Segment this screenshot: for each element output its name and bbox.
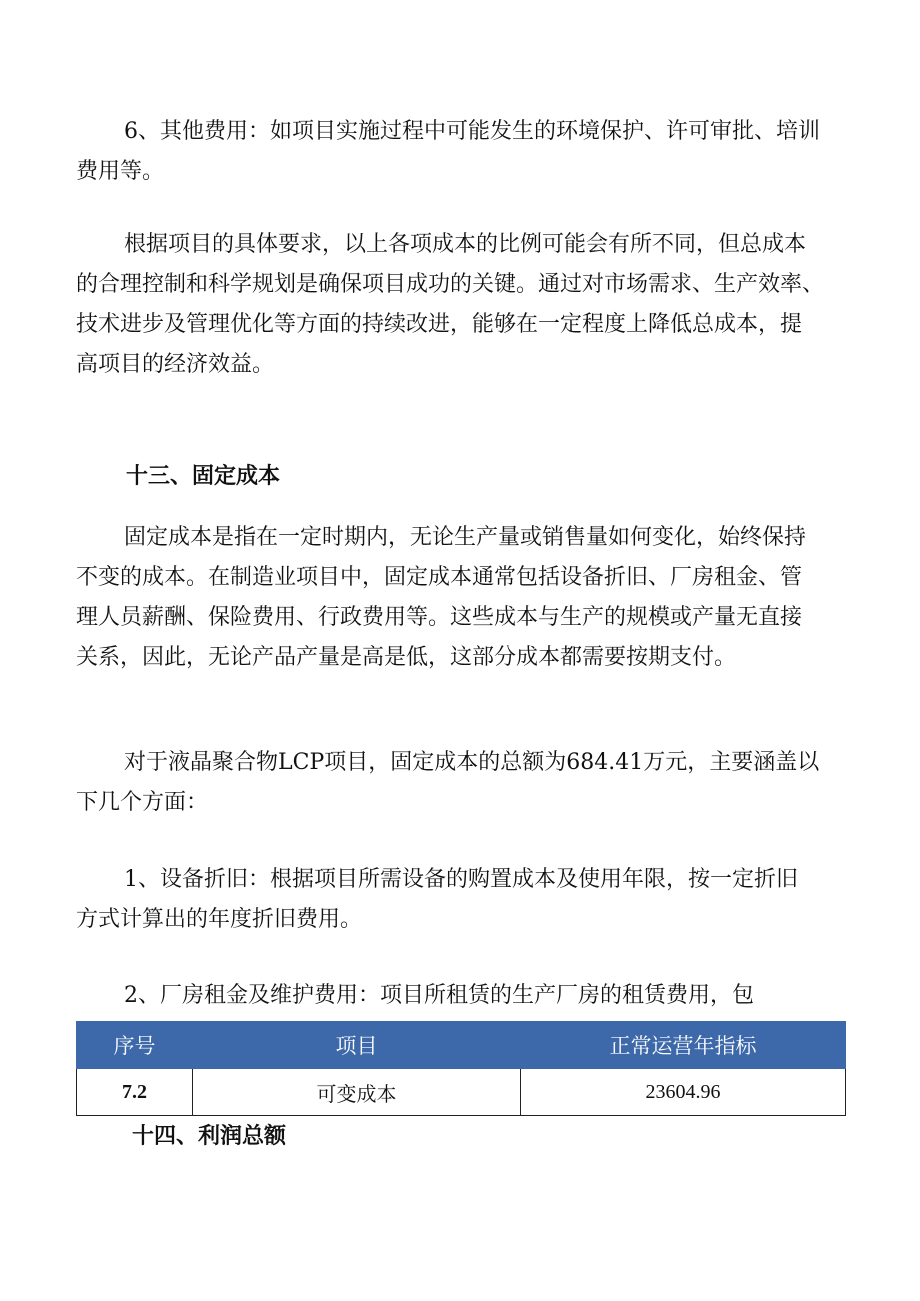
text-line: 根据项目的具体要求，以上各项成本的比例可能会有所不同，但总成本: [124, 232, 807, 257]
text-line: 下几个方面：: [76, 790, 209, 815]
text-line: 1、设备折旧：根据项目所需设备的购置成本及使用年限，按一定折旧: [124, 867, 798, 892]
column-header-index: 序号: [77, 1022, 193, 1069]
text-line: 的合理控制和科学规划是确保项目成功的关键。通过对市场需求、生产效率、: [76, 272, 825, 297]
text-line: 对于液晶聚合物LCP项目，固定成本的总额为684.41万元，主要涵盖以: [124, 750, 820, 775]
text-line: 关系，因此，无论产品产量是高是低，这部分成本都需要按期支付。: [76, 645, 737, 670]
text-line: 理人员薪酬、保险费用、行政费用等。这些成本与生产的规模或产量无直接: [76, 605, 803, 630]
table-header-row: [77, 1022, 846, 1069]
text-line: 不变的成本。在制造业项目中，固定成本通常包括设备折旧、厂房租金、管: [76, 565, 803, 590]
text-line: 6、其他费用：如项目实施过程中可能发生的环境保护、许可审批、培训: [124, 119, 820, 144]
text-line: 2、厂房租金及维护费用：项目所租赁的生产厂房的租赁费用，包: [124, 983, 754, 1008]
paragraph-fixed-cost-definition: [76, 518, 846, 678]
paragraph-other-fees: [76, 112, 846, 192]
text-line: 高项目的经济效益。: [76, 352, 275, 377]
paragraph-fixed-cost-total: [76, 743, 846, 823]
column-header-item: 项目: [193, 1022, 521, 1069]
table-cell-item: 可变成本: [193, 1069, 521, 1116]
text-line: 固定成本是指在一定时期内，无论生产量或销售量如何变化，始终保持: [124, 525, 807, 550]
text-line: 技术进步及管理优化等方面的持续改进，能够在一定程度上降低总成本，提: [76, 312, 803, 337]
section-heading-fixed-cost: 十三、固定成本: [126, 463, 281, 489]
table-cell-index: 7.2: [77, 1069, 193, 1116]
cost-table: [76, 1021, 846, 1116]
text-line: 费用等。: [76, 159, 165, 184]
paragraph-summary: [76, 225, 846, 385]
table-row: [77, 1069, 846, 1116]
section-heading-total-profit: 十四、利润总额: [132, 1123, 287, 1149]
column-header-annual-indicator: 正常运营年指标: [521, 1022, 846, 1069]
text-line: 方式计算出的年度折旧费用。: [76, 907, 363, 932]
paragraph-rent: [76, 976, 846, 1016]
paragraph-depreciation: [76, 860, 846, 940]
table-cell-value: 23604.96: [521, 1069, 846, 1116]
